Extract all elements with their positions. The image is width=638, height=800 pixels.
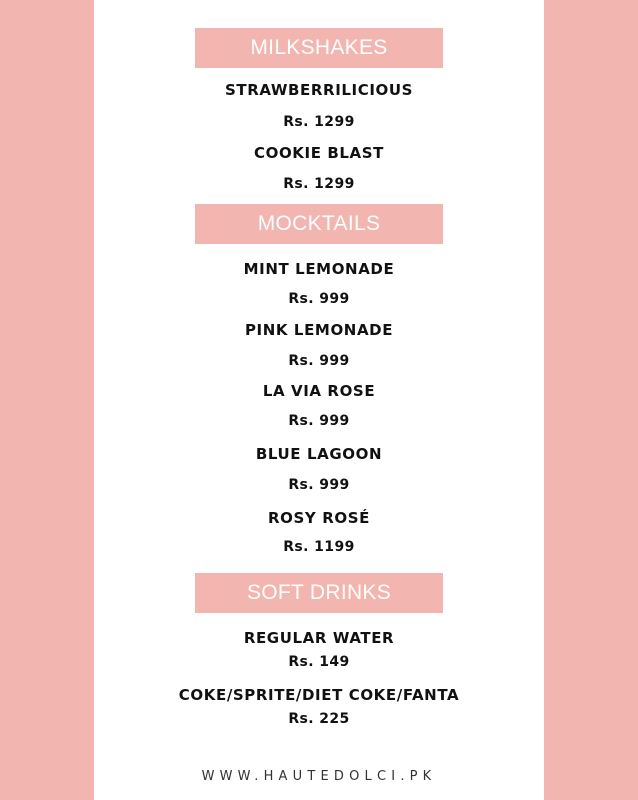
section-header-soft-drinks: SOFT DRINKS [195, 573, 443, 613]
menu-item-name: MINT LEMONADE [243, 260, 395, 278]
menu-item-price: Rs. 225 [288, 711, 350, 727]
menu-item-name: LA VIA ROSE [262, 382, 376, 400]
menu-item-price: Rs. 1299 [283, 114, 355, 130]
menu-item-price: Rs. 1199 [283, 539, 355, 555]
section-header-milkshakes: MILKSHAKES [195, 28, 443, 68]
menu-item-name: BLUE LAGOON [255, 445, 383, 463]
menu-page [94, 0, 544, 800]
menu-item-price: Rs. 149 [288, 654, 350, 670]
menu-item-name: ROSY ROSÉ [268, 509, 370, 527]
menu-item-price: Rs. 999 [288, 477, 350, 493]
website-url: WWW.HAUTEDOLCI.PK [201, 769, 437, 784]
menu-item-price: Rs. 999 [288, 353, 350, 369]
menu-item-name: STRAWBERRILICIOUS [224, 81, 414, 99]
menu-item-name: PINK LEMONADE [244, 321, 394, 339]
section-header-mocktails: MOCKTAILS [195, 204, 443, 244]
menu-item-name: COKE/SPRITE/DIET COKE/FANTA [178, 686, 460, 704]
menu-item-price: Rs. 1299 [283, 176, 355, 192]
menu-item-price: Rs. 999 [288, 413, 350, 429]
menu-item-price: Rs. 999 [288, 291, 350, 307]
menu-item-name: REGULAR WATER [243, 629, 395, 647]
menu-item-name: COOKIE BLAST [253, 144, 385, 162]
